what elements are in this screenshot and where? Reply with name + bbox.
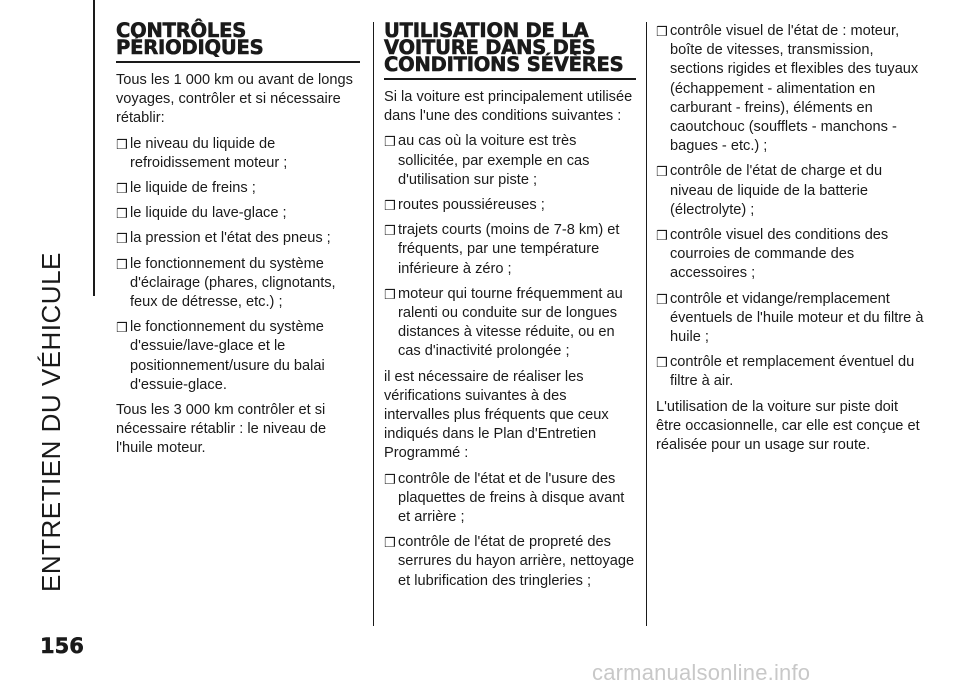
checkbox-bullet-icon: ❒ (116, 231, 128, 247)
checklist (116, 135, 360, 395)
checkbox-bullet-icon: ❒ (116, 320, 128, 336)
checklist-item-text: la pression et l'état des pneus ; (130, 230, 331, 247)
checkbox-bullet-icon: ❒ (116, 181, 128, 197)
checklist-item (116, 179, 360, 198)
column-divider (373, 22, 374, 626)
chapter-side-rule (93, 0, 95, 296)
paragraph: il est nécessaire de réaliser les vérifications suivantes à des intervalles plus fréquents que ceux indiqués dans le Plan d'Entretien Programmé : (384, 368, 609, 462)
paragraph: Si la voiture est principalement utilisée dans l'une des conditions suivantes : (384, 89, 633, 125)
checkbox-bullet-icon: ❒ (656, 164, 668, 180)
checklist-item (116, 255, 360, 313)
checklist-item-text: le liquide de freins ; (130, 180, 256, 197)
checklist-item-text: le fonctionnement du système d'éclairage (phares, clignotants, feux de détresse, etc.) ; (130, 255, 336, 311)
column-severe-conditions-continued (656, 22, 924, 461)
checklist-item (116, 229, 360, 248)
checklist-item (656, 162, 924, 220)
checkbox-bullet-icon: ❒ (384, 134, 396, 150)
checkbox-bullet-icon: ❒ (384, 223, 396, 239)
checklist-item (656, 226, 924, 284)
checklist-item (384, 132, 636, 190)
section-heading: UTILISATION DE LA VOITURE DANS DES CONDITIONS SÉVÈRES (384, 22, 636, 80)
section-heading: CONTRÔLES PÉRIODIQUES (116, 22, 360, 63)
checkbox-bullet-icon: ❒ (116, 256, 128, 272)
chapter-title-text: ENTRETIEN DU VÉHICULE (36, 252, 66, 592)
checklist-item-text: contrôle visuel de l'état de : moteur, boîte de vitesses, transmission, sections rigides et flexibles des tuyaux (échappement - alimentation en carburant - freins), éléments en caoutchouc (soufflets - manchons - bagues - etc.) ; (670, 23, 919, 155)
checklist-item-text: le liquide du lave-glace ; (130, 205, 287, 222)
checklist-item-text: au cas où la voiture est très sollicitée, par exemple en cas d'utilisation sur piste ; (398, 133, 590, 188)
checklist-item (384, 221, 636, 279)
checklist-item-text: contrôle et remplacement éventuel du filtre à air. (670, 354, 915, 390)
watermark: carmanualsonline.info (592, 660, 811, 685)
checkbox-bullet-icon: ❒ (116, 206, 128, 222)
checkbox-bullet-icon: ❒ (384, 471, 396, 487)
checklist-item-text: contrôle de l'état de propreté des serrures du hayon arrière, nettoyage et lubrification des tringleries ; (398, 534, 635, 589)
checklist (656, 22, 924, 392)
checkbox-bullet-icon: ❒ (116, 136, 128, 152)
column-severe-conditions (384, 19, 636, 597)
checklist-item-text: routes poussiéreuses ; (398, 197, 545, 214)
checklist-item-text: le niveau du liquide de refroidissement moteur ; (130, 135, 288, 171)
checkbox-bullet-icon: ❒ (656, 24, 668, 39)
paragraph: L'utilisation de la voiture sur piste doit être occasionnelle, car elle est conçue et réalisée pour un usage sur route. (656, 398, 920, 454)
checkbox-bullet-icon: ❒ (656, 228, 668, 244)
checkbox-bullet-icon: ❒ (384, 198, 396, 214)
checkbox-bullet-icon: ❒ (656, 291, 668, 307)
paragraph: Tous les 3 000 km contrôler et si nécessaire rétablir : le niveau de l'huile moteur. (116, 402, 327, 457)
checklist-item (656, 290, 924, 348)
checklist-item-text: contrôle de l'état de charge et du niveau de liquide de la batterie (électrolyte) ; (670, 163, 883, 218)
checklist-item (116, 135, 360, 173)
checklist (384, 470, 636, 591)
page-number: 156 (40, 634, 84, 658)
checklist-item (384, 196, 636, 215)
checklist-item-text: contrôle de l'état et de l'usure des plaquettes de freins à disque avant et arrière ; (398, 470, 625, 526)
checklist-item-text: moteur qui tourne fréquemment au ralenti ou conduite sur de longues distances à vitesse réduite, ou en cas d'inactivité prolongée ; (398, 285, 623, 360)
checklist-item (656, 353, 924, 391)
checklist-item-text: le fonctionnement du système d'essuie/lave-glace et le positionnement/usure du balai d'essuie-glace. (130, 319, 325, 393)
checklist-item (384, 285, 636, 362)
checklist-item-text: contrôle visuel des conditions des courroies de commande des accessoires ; (670, 227, 889, 282)
checklist-item-text: trajets courts (moins de 7-8 km) et fréquents, par une température inférieure à zéro ; (398, 222, 620, 277)
checklist-item-text: contrôle et vidange/remplacement éventuels de l'huile moteur et du filtre à huile ; (670, 290, 924, 346)
checkbox-bullet-icon: ❒ (384, 535, 396, 551)
checklist-item (384, 533, 636, 591)
checklist-item (656, 22, 924, 156)
column-periodic-checks (116, 19, 360, 465)
column-divider (646, 22, 647, 626)
checklist-item (116, 204, 360, 223)
checklist-item (116, 318, 360, 395)
paragraph: Tous les 1 000 km ou avant de longs voyages, contrôler et si nécessaire rétablir: (116, 72, 353, 127)
checklist-item (384, 470, 636, 528)
checklist (384, 132, 636, 361)
checkbox-bullet-icon: ❒ (656, 355, 668, 371)
checkbox-bullet-icon: ❒ (384, 286, 396, 302)
